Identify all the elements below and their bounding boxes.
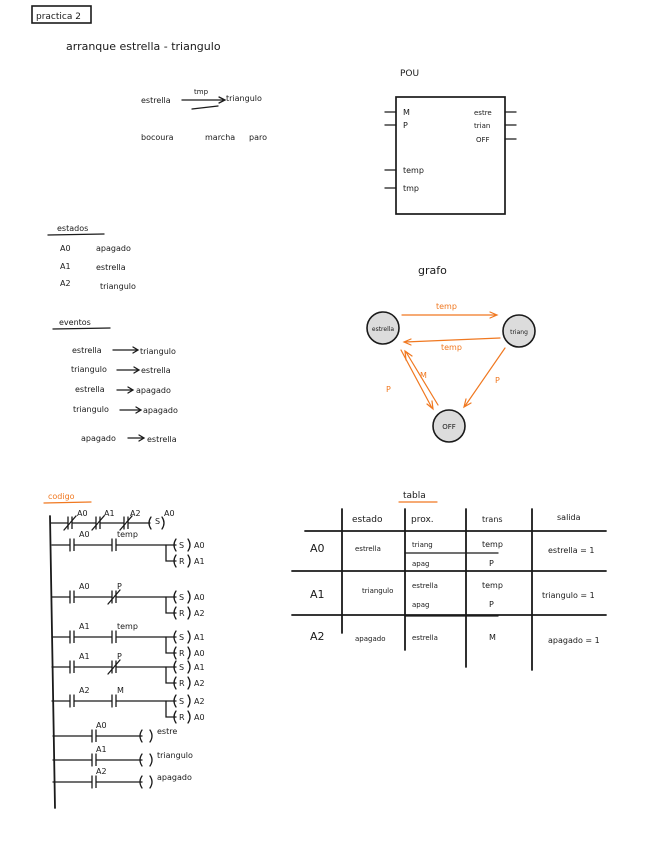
estado-code: A0: [60, 244, 71, 253]
evento-from: estrella: [75, 385, 105, 394]
reset-tag: R: [179, 679, 185, 688]
reset-label: A1: [194, 557, 205, 566]
edge-label: temp: [441, 343, 462, 352]
init-rung: [51, 509, 175, 530]
contact-label: M: [117, 686, 124, 695]
output-coil-label: estre: [157, 727, 178, 736]
table-header: trans: [482, 515, 503, 524]
contact-label: temp: [117, 622, 138, 631]
table-group: [310, 581, 595, 609]
trans-cell: M: [489, 633, 496, 642]
rung-contacts: [52, 539, 176, 551]
sketch-arrow-back: [192, 106, 218, 109]
output-contact-coil: [53, 730, 152, 742]
evento-arrow: [120, 407, 141, 413]
pou-output-pins: [505, 112, 516, 139]
evento-arrow: [113, 347, 138, 353]
estado-cell: triangulo: [362, 587, 394, 595]
prox-cell: triang: [412, 541, 433, 549]
pou-output: OFF: [476, 136, 490, 144]
pou-title: POU: [400, 69, 420, 79]
ladder-rung: [52, 530, 205, 567]
init-coil-tag: S: [155, 517, 161, 526]
reset-label: A2: [194, 679, 205, 688]
estado-code: A2: [60, 279, 71, 288]
evento-row: [73, 405, 178, 415]
reset-coil: [166, 701, 190, 723]
reset-label: A2: [194, 609, 205, 618]
pou-block: [385, 69, 516, 214]
trans-cell: P: [489, 600, 494, 609]
sketch-left-state: estrella: [141, 96, 171, 105]
grafo-title: grafo: [418, 264, 447, 277]
ladder-section: [44, 492, 205, 808]
output-contact-label: A1: [96, 745, 107, 754]
eventos-section: [53, 318, 178, 444]
pou-input: M: [403, 108, 410, 117]
evento-to: estrella: [147, 435, 177, 444]
set-tag: S: [179, 697, 185, 706]
table-header: prox.: [411, 515, 434, 525]
sketch-arrow-label: tmp: [194, 88, 209, 96]
edge-label: P: [386, 385, 391, 394]
pou-input-pins: [385, 112, 396, 188]
set-label: A1: [194, 663, 205, 672]
grafo-section: [367, 264, 535, 442]
output-coil-label: triangulo: [157, 751, 193, 760]
set-tag: S: [179, 663, 185, 672]
evento-to: estrella: [141, 366, 171, 375]
prox-cell: estrella: [412, 582, 438, 590]
evento-to: apagado: [143, 406, 178, 415]
evento-from: triangulo: [73, 405, 109, 414]
tabla-title: tabla: [403, 491, 426, 501]
output-contact-coil: [53, 776, 152, 788]
contact-label: A1: [79, 652, 90, 661]
evento-to: triangulo: [140, 347, 176, 356]
tabla-section: [292, 491, 606, 670]
output-rung: [53, 721, 177, 742]
ladder-left-rail: [50, 516, 55, 808]
reset-label: A0: [194, 713, 205, 722]
table-body: [310, 540, 600, 645]
node-label: estrella: [371, 326, 395, 333]
set-label: A1: [194, 633, 205, 642]
contact-label: A0: [79, 530, 90, 539]
contact-label: P: [117, 582, 122, 591]
contact-label: A2: [79, 686, 90, 695]
estado-code: A1: [60, 262, 71, 271]
reset-coil: [166, 545, 190, 567]
estado-cell: estrella: [355, 545, 381, 553]
edge-label: temp: [436, 302, 457, 311]
output-rung: [53, 745, 193, 766]
estados-underline: [48, 234, 104, 235]
set-tag: S: [179, 541, 185, 550]
reset-coil: [166, 637, 190, 659]
eventos-underline: [53, 328, 110, 329]
prox-cell: apag: [412, 560, 430, 568]
set-label: A0: [194, 541, 205, 550]
ladder-title-underline: [44, 502, 91, 503]
rung-contacts: [52, 631, 176, 643]
reset-tag: R: [179, 609, 185, 618]
sketch-signal: bocoura: [141, 133, 174, 142]
estados-section: [48, 224, 136, 291]
pou-input: tmp: [403, 184, 420, 193]
trans-cell: temp: [482, 540, 503, 549]
pou-output: estre: [474, 109, 492, 117]
trans-cell: temp: [482, 581, 503, 590]
reset-coil: [166, 667, 190, 689]
evento-arrow: [117, 367, 139, 373]
state-code: A2: [310, 630, 325, 643]
evento-to: apagado: [136, 386, 171, 395]
ladder-rungs: [52, 530, 205, 723]
prox-cell: estrella: [412, 634, 438, 642]
init-contact-label: A2: [130, 509, 141, 518]
rung-contacts: [52, 695, 176, 707]
set-label: A2: [194, 697, 205, 706]
salida-cell: estrella = 1: [548, 546, 595, 555]
estados-title: estados: [57, 224, 89, 233]
output-coil-label: apagado: [157, 773, 192, 782]
eventos-title: eventos: [59, 318, 91, 327]
state-code: A1: [310, 588, 325, 601]
table-header: salida: [557, 513, 581, 522]
reset-tag: R: [179, 713, 185, 722]
evento-from: estrella: [72, 346, 102, 355]
ladder-rung: [52, 622, 205, 659]
reset-tag: R: [179, 557, 185, 566]
evento-row: [81, 434, 177, 444]
ladder-outputs: [53, 721, 193, 788]
ladder-rung: [52, 582, 205, 619]
trans-cell: P: [489, 559, 494, 568]
contact-label: P: [117, 652, 122, 661]
init-contact-label: A1: [104, 509, 115, 518]
evento-row: [72, 346, 176, 356]
reset-label: A0: [194, 649, 205, 658]
reset-coil: [166, 597, 190, 619]
estado-name: apagado: [96, 244, 131, 253]
output-contact-coil: [53, 754, 152, 766]
node-label: triang: [510, 329, 528, 336]
pou-input: temp: [403, 166, 424, 175]
practice-label: practica 2: [36, 12, 81, 22]
header: [32, 6, 221, 53]
table-header: estado: [352, 515, 383, 525]
ladder-title: codigo: [48, 492, 75, 501]
salida-cell: apagado = 1: [548, 636, 600, 645]
evento-from: apagado: [81, 434, 116, 443]
output-rung: [53, 767, 192, 788]
pou-output: trian: [474, 122, 491, 130]
transition-sketch: [141, 88, 267, 142]
set-tag: S: [179, 593, 185, 602]
evento-row: [75, 385, 171, 395]
state-code: A0: [310, 542, 325, 555]
estado-name: estrella: [96, 263, 126, 272]
contact-label: A0: [79, 582, 90, 591]
edge-label: M: [420, 371, 427, 380]
init-coil-label: A0: [164, 509, 175, 518]
subtitle: arranque estrella - triangulo: [66, 40, 221, 53]
reset-tag: R: [179, 649, 185, 658]
set-label: A0: [194, 593, 205, 602]
output-contact-label: A2: [96, 767, 107, 776]
salida-cell: triangulo = 1: [542, 591, 595, 600]
sketch-right-state: triangulo: [226, 94, 262, 103]
contact-label: A1: [79, 622, 90, 631]
init-contact-label: A0: [77, 509, 88, 518]
node-label: OFF: [442, 423, 456, 431]
edge-estrella-triang: [402, 312, 497, 318]
ladder-rung: [52, 686, 205, 723]
sketch-signal: marcha: [205, 133, 236, 142]
edge-label: P: [495, 376, 500, 385]
estado-cell: apagado: [355, 635, 386, 643]
output-contact-label: A0: [96, 721, 107, 730]
evento-row: [71, 365, 171, 375]
table-group: [310, 540, 595, 568]
evento-arrow: [117, 387, 133, 393]
evento-from: triangulo: [71, 365, 107, 374]
table-group: [310, 630, 600, 645]
evento-arrow: [128, 435, 144, 441]
pou-input: P: [403, 121, 408, 130]
prox-cell: apag: [412, 601, 430, 609]
set-tag: S: [179, 633, 185, 642]
estado-name: triangulo: [100, 282, 136, 291]
sketch-signal: paro: [249, 133, 267, 142]
contact-label: temp: [117, 530, 138, 539]
